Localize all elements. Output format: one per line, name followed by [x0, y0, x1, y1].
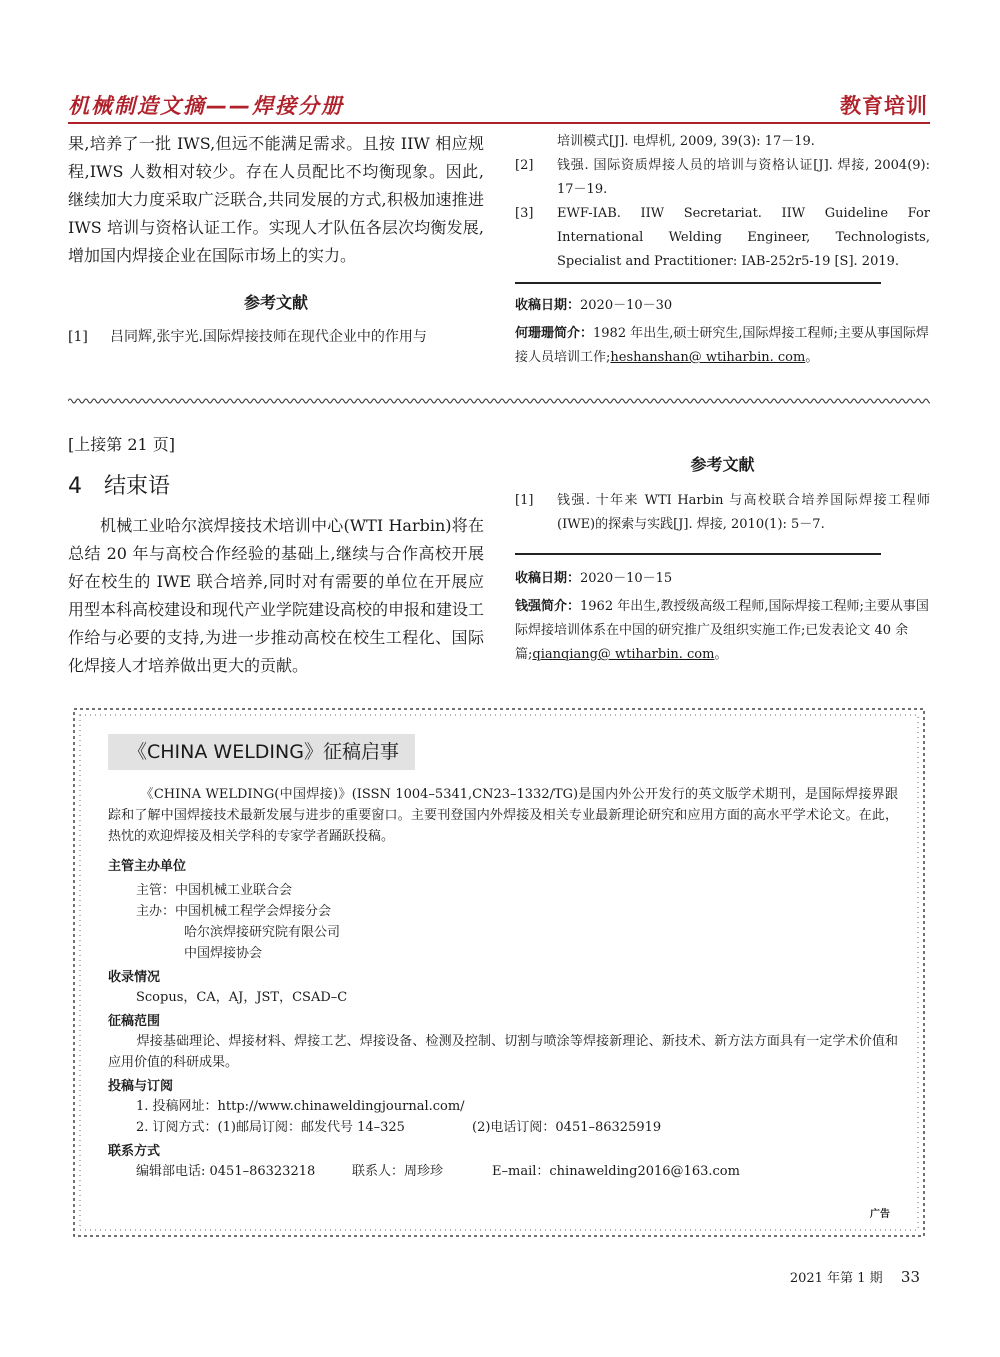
section-number: 4 [68, 474, 82, 499]
ad-contact [108, 1161, 898, 1182]
ad-indexed: Scopus，CA，AJ，JST，CSAD–C [136, 990, 348, 1005]
page-number: 33 [900, 1268, 920, 1286]
bottom-right-column [515, 452, 930, 667]
author-bio [515, 595, 930, 667]
ad-heading-sponsors: 主管主办单位 [108, 859, 187, 874]
ad-supervisor [108, 880, 898, 901]
contact-person: 联系人：周珍珍 [352, 1164, 444, 1179]
ad-submit-url[interactable]: 1. 投稿网址：http://www.chinaweldingjournal.com/ [136, 1099, 465, 1114]
body-paragraph: 果,培养了一批 IWS,但远不能满足需求。且按 IIW 相应规程,IWS 人数相对较少。存在人员配比不均衡现象。因此,继续加大力度采取广泛联合,共同发展的方式,积极加速推进 IWS 培训与资格认证工作。实现人才队伍各层次均衡发展,增加国内焊接企业在国际市场上的实力。 [68, 134, 484, 265]
reference-item [515, 202, 930, 274]
subscribe-phone: (2)电话订阅：0451–86325919 [472, 1120, 662, 1135]
bottom-left-column [68, 432, 484, 680]
divider [515, 282, 881, 284]
reference-number: [3] [515, 206, 534, 221]
ad-intro: 《CHINA WELDING(中国焊接)》(ISSN 1004–5341,CN23–1332/TG)是国内外公开发行的英文版学术期刊，是国际焊接界跟踪和了解中国焊接技术最新发展与进步的重要窗口。主要刊登国内外焊接及相关专业最新理论研究和应用方面的高水平学术论文。在此，热忱的欢迎焊接及相关学科的专家学者踊跃投稿。 [108, 787, 898, 844]
wavy-separator [68, 396, 930, 406]
top-left-column [68, 130, 484, 349]
ad-title: 《CHINA WELDING》征稿启事 [108, 734, 415, 770]
sponsor-value: 中国机械工程学会焊接分会 [175, 904, 332, 919]
author-bio [515, 322, 930, 370]
ad-scope: 焊接基础理论、焊接材料、焊接工艺、焊接设备、检测及控制、切割与喷涂等焊接新理论、新技术、新方法方面具有一定学术价值和应用价值的科研成果。 [108, 1034, 898, 1070]
supervisor-label: 主管： [136, 883, 176, 898]
section-label: 教育培训 [840, 94, 928, 118]
references-heading: 参考文献 [690, 455, 755, 474]
ad-content [108, 784, 898, 1182]
body-paragraph: 机械工业哈尔滨焊接技术培训中心(WTI Harbin)将在总结 20 年与高校合作经验的基础上,继续与合作高校开展好在校生的 IWE 联合培养,同时对有需要的单位在开展应用型本科高校建设和现代产业学院建设高校的申报和建设工作给与必要的支持,为进一步推动高校在校生工程化、国际化焊接人才培养做出更大的贡献。 [68, 516, 485, 675]
section-title: 结束语 [104, 474, 171, 499]
contact-phone: 编辑部电话: 0451–86323218 [136, 1164, 316, 1179]
issue-label: 2021 年第 1 期 [789, 1271, 883, 1286]
ad-heading-indexed: 收录情况 [108, 970, 161, 985]
ad-sponsor: 中国焊接协会 [184, 946, 263, 961]
bio-label: 钱强简介： [515, 599, 581, 614]
reference-text: 钱强. 十年来 WTI Harbin 与高校联合培养国际焊接工程师(IWE)的探索与实践[J]. 焊接, 2010(1): 5－7. [557, 493, 930, 532]
received-value: 2020－10－30 [580, 298, 673, 313]
received-date [515, 567, 930, 591]
ad-sponsor [108, 901, 898, 922]
bio-end: 。 [805, 350, 819, 365]
reference-item [68, 325, 484, 349]
ad-sponsor: 哈尔滨焊接研究院有限公司 [184, 925, 341, 940]
contact-email[interactable]: E–mail：chinawelding2016@163.com [492, 1164, 740, 1179]
ad-mark: 广告 [870, 1209, 890, 1220]
bio-label: 何珊珊简介： [515, 326, 594, 341]
author-email[interactable]: heshanshan@ wtiharbin. com [610, 350, 806, 365]
reference-text: EWF-IAB. IIW Secretariat. IIW Guideline For International Welding Engineer, Technologists, Specialist and Practitioner: IAB-252r5-19 [S]. 2019. [557, 206, 930, 269]
ad-heading-contact: 联系方式 [108, 1144, 161, 1159]
received-date [515, 294, 930, 318]
reference-item [515, 489, 930, 537]
received-label: 收稿日期： [515, 571, 581, 586]
reference-text: 吕同辉,张宇光.国际焊接技师在现代企业中的作用与 [110, 329, 427, 345]
reference-item [515, 130, 930, 154]
received-label: 收稿日期： [515, 298, 581, 313]
reference-number [515, 130, 557, 154]
bio-end: 。 [714, 647, 728, 662]
reference-number: [1] [515, 493, 534, 508]
bio-text: 1962 年出生,教授级高级工程师,国际焊接工程师;主要从事国际焊接培训体系在中国的研究推广及组织实施工作;已发表论文 40 余篇; [515, 599, 929, 662]
page-footer [790, 1267, 920, 1286]
ad-subscribe [108, 1117, 898, 1138]
ad-heading-submit: 投稿与订阅 [108, 1079, 174, 1094]
journal-title: 机械制造文摘——焊接分册 [68, 94, 344, 118]
top-right-column [515, 130, 930, 370]
received-value: 2020－10－15 [580, 571, 673, 586]
section-heading [68, 469, 484, 500]
sponsor-label: 主办： [136, 904, 176, 919]
bio-text: 1982 年出生,硕士研究生,国际焊接工程师;主要从事国际焊接人员培训工作; [515, 326, 929, 365]
header-rule [68, 122, 930, 124]
reference-text: 钱强. 国际资质焊接人员的培训与资格认证[J]. 焊接, 2004(9): 17－19. [557, 158, 930, 197]
reference-item [515, 154, 930, 202]
ad-heading-scope: 征稿范围 [108, 1014, 161, 1029]
reference-text: 培训模式[J]. 电焊机, 2009, 39(3): 17－19. [557, 134, 815, 149]
author-email[interactable]: qianqiang@ wtiharbin. com [532, 647, 715, 662]
divider [515, 553, 881, 555]
reference-number: [1] [68, 329, 88, 345]
references-heading: 参考文献 [243, 293, 308, 312]
subscribe-post: 2. 订阅方式：(1)邮局订阅：邮发代号 14–325 [136, 1120, 405, 1135]
supervisor-value: 中国机械工业联合会 [175, 883, 293, 898]
reference-number: [2] [515, 158, 534, 173]
continued-note: [上接第 21 页] [68, 435, 176, 454]
